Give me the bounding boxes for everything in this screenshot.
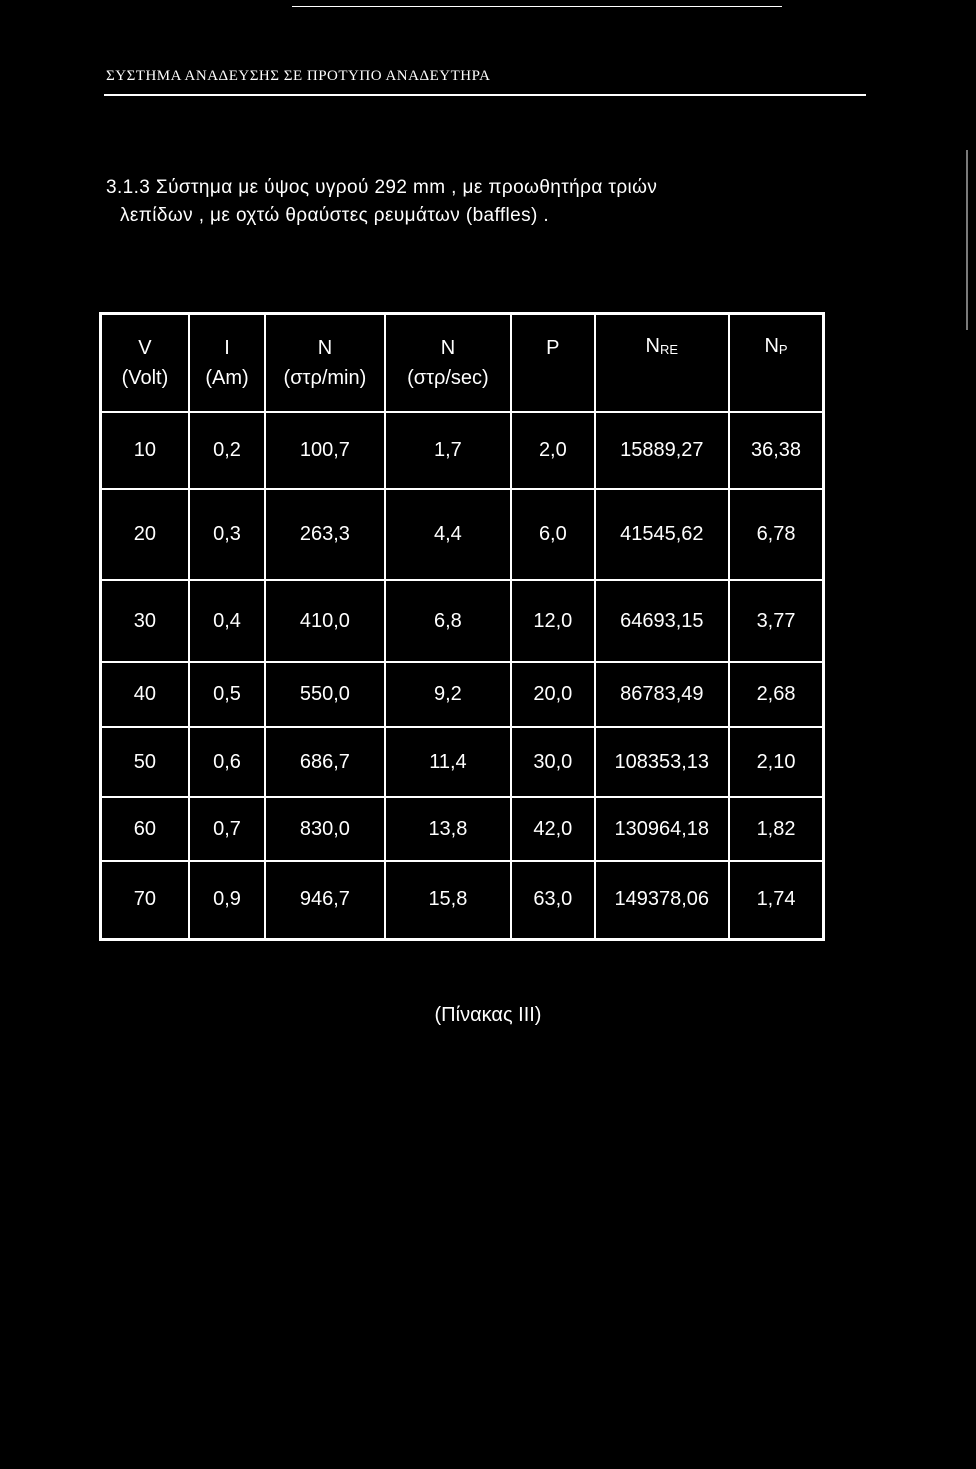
table-cell: 36,38 (729, 412, 823, 489)
column-unit: (Am) (205, 367, 249, 389)
table-cell: 410,0 (265, 580, 384, 662)
column-header-speed-sec (385, 314, 512, 413)
table-cell: 2,10 (729, 727, 823, 797)
table-cell: 86783,49 (595, 662, 730, 727)
table-cell: 6,0 (511, 489, 594, 580)
table-cell: 0,6 (189, 727, 265, 797)
column-symbol-subscript: P (778, 342, 788, 357)
section-heading-line-2: λεπίδων , με οχτώ θραύστες ρευμάτων (baffles) . (120, 205, 550, 226)
running-header: ΣΥΣΤΗΜΑ ΑΝΑΔΕΥΣΗΣ ΣΕ ΠΡΟΤΥΠΟ ΑΝΑΔΕΥΤΗΡΑ (106, 68, 491, 84)
table-cell: 12,0 (511, 580, 594, 662)
column-unit (730, 365, 822, 395)
table-cell: 0,4 (189, 580, 265, 662)
table-cell: 550,0 (265, 662, 384, 727)
table-cell: 42,0 (511, 797, 594, 861)
table-cell: 15,8 (385, 861, 512, 939)
section-heading (106, 174, 866, 230)
table-cell: 70 (101, 861, 189, 939)
table-cell: 11,4 (385, 727, 512, 797)
table-cell: 4,4 (385, 489, 512, 580)
table-cell: 3,77 (729, 580, 823, 662)
table-cell: 41545,62 (595, 489, 730, 580)
column-header-current (189, 314, 265, 413)
table-caption: (Πίνακας ΙΙΙ) (434, 1004, 542, 1026)
table-cell: 0,5 (189, 662, 265, 727)
table-cell: 30 (101, 580, 189, 662)
column-unit: (στρ/min) (283, 367, 367, 389)
column-symbol: I (224, 337, 230, 359)
table-cell: 149378,06 (595, 861, 730, 939)
column-symbol (730, 331, 822, 365)
table-row (101, 662, 824, 727)
table-row (101, 489, 824, 580)
table-row (101, 797, 824, 861)
column-header-power (511, 314, 594, 413)
table-cell: 10 (101, 412, 189, 489)
table-cell: 108353,13 (595, 727, 730, 797)
table-cell: 0,2 (189, 412, 265, 489)
table-cell: 1,7 (385, 412, 512, 489)
column-header-power-number (729, 314, 823, 413)
table-cell: 50 (101, 727, 189, 797)
column-unit (512, 363, 593, 393)
table-cell: 0,3 (189, 489, 265, 580)
column-symbol (596, 331, 729, 365)
table-cell: 30,0 (511, 727, 594, 797)
column-unit (596, 365, 729, 395)
data-table (99, 312, 825, 941)
column-header-speed-min (265, 314, 384, 413)
table-cell: 60 (101, 797, 189, 861)
column-symbol-subscript: RE (659, 342, 679, 357)
scan-edge-line (966, 150, 968, 330)
column-unit: (στρ/sec) (407, 367, 489, 389)
table-cell: 100,7 (265, 412, 384, 489)
table-cell: 263,3 (265, 489, 384, 580)
table-cell: 40 (101, 662, 189, 727)
table-cell: 1,74 (729, 861, 823, 939)
column-symbol: V (138, 337, 152, 359)
section-heading-line-1: 3.1.3 Σύστημα με ύψος υγρού 292 mm , με προωθητήρα τριών (106, 177, 658, 198)
table-cell: 686,7 (265, 727, 384, 797)
column-symbol-base: N (645, 335, 660, 357)
table-row (101, 727, 824, 797)
table-cell: 13,8 (385, 797, 512, 861)
column-symbol-base: N (764, 335, 779, 357)
table-cell: 130964,18 (595, 797, 730, 861)
table-cell: 6,78 (729, 489, 823, 580)
column-header-voltage (101, 314, 189, 413)
top-rule (292, 6, 782, 7)
table-cell: 2,0 (511, 412, 594, 489)
table-cell: 20 (101, 489, 189, 580)
table-row (101, 861, 824, 939)
header-rule (104, 94, 866, 96)
column-symbol: N (440, 337, 456, 359)
table-header-row (101, 314, 824, 413)
table-cell: 830,0 (265, 797, 384, 861)
table-cell: 1,82 (729, 797, 823, 861)
table-cell: 2,68 (729, 662, 823, 727)
column-symbol: N (317, 337, 333, 359)
table-cell: 6,8 (385, 580, 512, 662)
table-cell: 0,7 (189, 797, 265, 861)
table-row (101, 412, 824, 489)
table-cell: 15889,27 (595, 412, 730, 489)
table-row (101, 580, 824, 662)
table-cell: 64693,15 (595, 580, 730, 662)
column-unit: (Volt) (121, 367, 169, 389)
table-cell: 946,7 (265, 861, 384, 939)
table-cell: 9,2 (385, 662, 512, 727)
table-cell: 0,9 (189, 861, 265, 939)
column-header-reynolds (595, 314, 730, 413)
column-symbol: P (546, 337, 560, 359)
table-cell: 63,0 (511, 861, 594, 939)
table-cell: 20,0 (511, 662, 594, 727)
